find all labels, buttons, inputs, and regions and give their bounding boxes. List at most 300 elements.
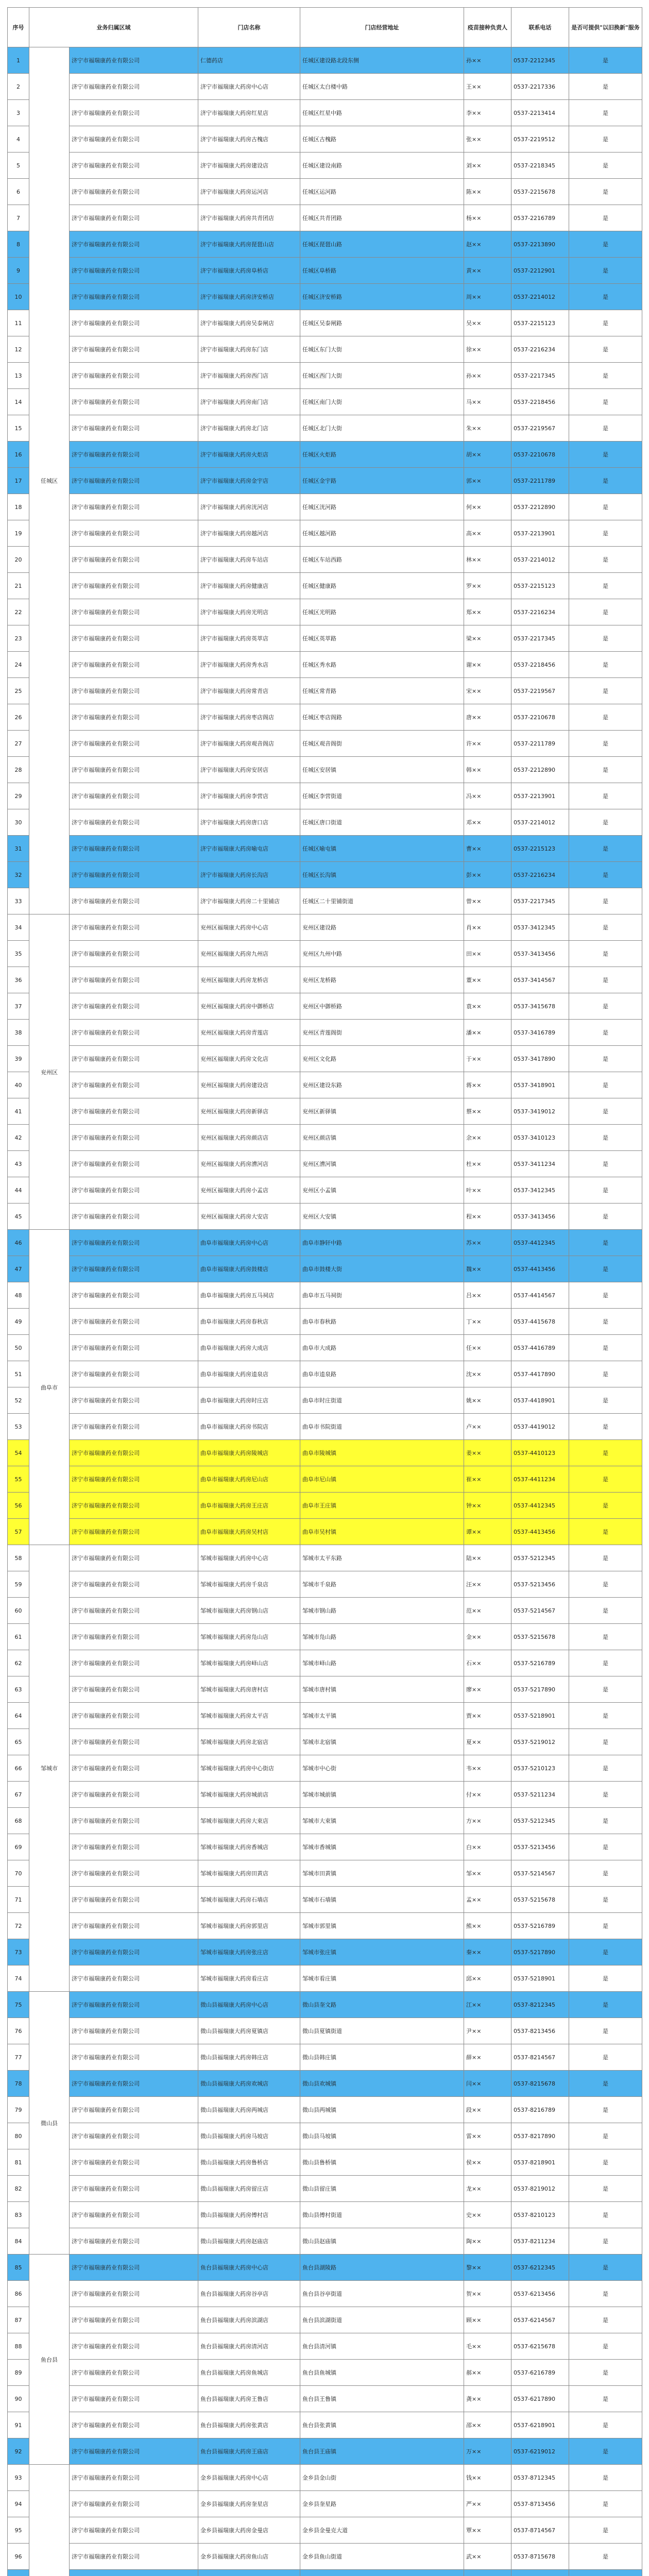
company-cell: 济宁市福瑞康药业有限公司 [70, 1466, 198, 1493]
phone-cell: 0537-8712345 [511, 2465, 569, 2491]
store-name-cell: 邹城市福瑞康大药房石墙店 [198, 1887, 300, 1913]
company-cell: 济宁市福瑞康药业有限公司 [70, 1913, 198, 1939]
store-name-cell: 济宁市福瑞康大药房喻屯店 [198, 836, 300, 862]
store-name-cell: 微山县福瑞康大药房夏镇店 [198, 2018, 300, 2044]
person-cell [464, 2570, 511, 2576]
person-cell: 宋×× [464, 678, 511, 704]
person-cell: 杜×× [464, 1151, 511, 1177]
address-cell: 任城区南门大街 [300, 389, 464, 415]
store-name-cell: 邹城市福瑞康大药房凫山店 [198, 1624, 300, 1650]
company-cell: 济宁市福瑞康药业有限公司 [70, 1782, 198, 1808]
address-cell: 兖州区大安镇 [300, 1204, 464, 1230]
row-index-cell: 36 [8, 967, 29, 993]
phone-cell: 0537-3415678 [511, 993, 569, 1020]
phone-cell: 0537-2216234 [511, 862, 569, 888]
person-cell: 林×× [464, 547, 511, 573]
table-row [8, 993, 642, 1020]
phone-cell: 0537-2213901 [511, 520, 569, 547]
address-cell: 兖州区中御桥路 [300, 993, 464, 1020]
company-cell: 济宁市福瑞康药业有限公司 [70, 47, 198, 74]
row-index-cell: 19 [8, 520, 29, 547]
store-name-cell: 微山县福瑞康大药房马坡店 [198, 2123, 300, 2149]
company-cell: 济宁市福瑞康药业有限公司 [70, 1309, 198, 1335]
table-row [8, 1755, 642, 1782]
person-cell: 陈×× [464, 179, 511, 205]
store-name-cell: 鱼台县福瑞康大药房王鲁店 [198, 2386, 300, 2412]
company-cell: 济宁市福瑞康药业有限公司 [70, 1361, 198, 1387]
store-name-cell: 鱼台县福瑞康大药房张黄店 [198, 2412, 300, 2438]
store-name-cell: 鱼台县福瑞康大药房谷亭店 [198, 2281, 300, 2307]
address-cell: 兖州区文化路 [300, 1046, 464, 1072]
company-cell: 济宁市福瑞康药业有限公司 [70, 2149, 198, 2176]
row-index-cell: 96 [8, 2544, 29, 2570]
row-index-cell: 79 [8, 2097, 29, 2123]
table-row [8, 625, 642, 652]
trade-in-cell: 是 [569, 1177, 642, 1204]
person-cell: 韩×× [464, 757, 511, 783]
person-cell: 杨×× [464, 205, 511, 231]
row-index-cell: 38 [8, 1020, 29, 1046]
person-cell: 余×× [464, 1125, 511, 1151]
address-cell: 任城区西门大街 [300, 363, 464, 389]
person-cell: 孙×× [464, 47, 511, 74]
phone-cell: 0537-8210123 [511, 2202, 569, 2228]
phone-cell: 0537-2218345 [511, 152, 569, 179]
address-cell: 任城区观音阁街 [300, 731, 464, 757]
store-name-cell: 济宁市福瑞康大药房吴泰闸店 [198, 310, 300, 336]
store-name-cell: 邹城市福瑞康大药房大束店 [198, 1808, 300, 1834]
table-row [8, 1493, 642, 1519]
phone-cell: 0537-8218901 [511, 2149, 569, 2176]
store-name-cell: 曲阜市福瑞康大药房陵城店 [198, 1440, 300, 1466]
row-index-cell: 33 [8, 888, 29, 914]
address-cell: 任城区古槐路 [300, 126, 464, 152]
trade-in-cell: 是 [569, 2544, 642, 2570]
address-cell: 邹城市北宿镇 [300, 1729, 464, 1755]
address-cell: 任城区秀水路 [300, 652, 464, 678]
table-row [8, 1204, 642, 1230]
company-cell: 济宁市福瑞康药业有限公司 [70, 1440, 198, 1466]
company-cell: 济宁市福瑞康药业有限公司 [70, 1046, 198, 1072]
row-index-cell: 50 [8, 1335, 29, 1361]
region-cell: 鱼台县 [29, 2255, 70, 2465]
trade-in-cell: 是 [569, 2071, 642, 2097]
phone-cell: 0537-3419012 [511, 1098, 569, 1125]
row-index-cell: 4 [8, 126, 29, 152]
store-name-cell: 曲阜市福瑞康大药房大成店 [198, 1335, 300, 1361]
person-cell: 段×× [464, 2097, 511, 2123]
phone-cell: 0537-8713456 [511, 2491, 569, 2517]
person-cell: 李×× [464, 100, 511, 126]
store-name-cell: 曲阜市福瑞康大药房中心店 [198, 1230, 300, 1256]
row-index-cell: 34 [8, 914, 29, 941]
person-cell: 袁×× [464, 993, 511, 1020]
address-cell: 任城区长沟镇 [300, 862, 464, 888]
person-cell: 郝×× [464, 2360, 511, 2386]
phone-cell: 0537-2219567 [511, 415, 569, 442]
person-cell: 孟×× [464, 1887, 511, 1913]
company-cell: 济宁市福瑞康药业有限公司 [70, 1414, 198, 1440]
address-cell: 邹城市太平镇 [300, 1703, 464, 1729]
row-index-cell: 88 [8, 2333, 29, 2360]
person-cell: 邓×× [464, 809, 511, 836]
table-row [8, 1282, 642, 1309]
company-cell: 济宁市福瑞康药业有限公司 [70, 310, 198, 336]
trade-in-cell: 是 [569, 1020, 642, 1046]
table-row [8, 2018, 642, 2044]
person-cell: 夏×× [464, 1729, 511, 1755]
table-body [8, 47, 642, 2576]
trade-in-cell: 是 [569, 731, 642, 757]
person-cell: 梁×× [464, 625, 511, 652]
row-index-cell: 49 [8, 1309, 29, 1335]
table-row [8, 2307, 642, 2333]
person-cell: 严×× [464, 2491, 511, 2517]
store-name-cell: 济宁市福瑞康大药房运河店 [198, 179, 300, 205]
region-cell: 任城区 [29, 47, 70, 914]
person-cell: 谢×× [464, 652, 511, 678]
company-cell: 济宁市福瑞康药业有限公司 [70, 2491, 198, 2517]
address-cell: 兖州区龙桥路 [300, 967, 464, 993]
store-name-cell: 曲阜市福瑞康大药房逵泉店 [198, 1361, 300, 1387]
company-cell: 济宁市福瑞康药业有限公司 [70, 1729, 198, 1755]
address-cell: 鱼台县清河镇 [300, 2333, 464, 2360]
person-cell: 汪×× [464, 1571, 511, 1598]
trade-in-cell [569, 2570, 642, 2576]
table-row [8, 1992, 642, 2018]
address-cell: 任城区琵琶山路 [300, 231, 464, 258]
address-cell: 任城区太白楼中路 [300, 74, 464, 100]
trade-in-cell: 是 [569, 573, 642, 599]
trade-in-cell: 是 [569, 2412, 642, 2438]
table-row [8, 100, 642, 126]
row-index-cell: 2 [8, 74, 29, 100]
address-cell: 微山县鲁桥镇 [300, 2149, 464, 2176]
store-name-cell: 微山县福瑞康大药房中心店 [198, 1992, 300, 2018]
phone-cell: 0537-2213901 [511, 783, 569, 809]
address-cell: 曲阜市春秋路 [300, 1309, 464, 1335]
store-name-cell: 邹城市福瑞康大药房田黄店 [198, 1860, 300, 1887]
table-row [8, 2228, 642, 2255]
phone-cell: 0537-2215123 [511, 310, 569, 336]
store-name-cell: 曲阜市福瑞康大药房时庄店 [198, 1387, 300, 1414]
person-cell: 张×× [464, 126, 511, 152]
company-cell: 济宁市福瑞康药业有限公司 [70, 1834, 198, 1860]
phone-cell: 0537-2214012 [511, 284, 569, 310]
phone-cell: 0537-2213890 [511, 231, 569, 258]
person-cell: 曹×× [464, 836, 511, 862]
company-cell: 济宁市福瑞康药业有限公司 [70, 2333, 198, 2360]
store-name-cell: 兖州区福瑞康大药房文化店 [198, 1046, 300, 1072]
address-cell: 任城区健康路 [300, 573, 464, 599]
store-name-cell: 曲阜市福瑞康大药房鼓楼店 [198, 1256, 300, 1282]
table-row [8, 1913, 642, 1939]
company-cell: 济宁市福瑞康药业有限公司 [70, 1571, 198, 1598]
row-index-cell: 9 [8, 258, 29, 284]
trade-in-cell: 是 [569, 2228, 642, 2255]
person-cell: 黄×× [464, 258, 511, 284]
store-name-cell: 济宁市福瑞康大药房东门店 [198, 336, 300, 363]
person-cell: 尹×× [464, 2018, 511, 2044]
company-cell: 济宁市福瑞康药业有限公司 [70, 1151, 198, 1177]
company-cell: 济宁市福瑞康药业有限公司 [70, 2228, 198, 2255]
company-cell: 济宁市福瑞康药业有限公司 [70, 389, 198, 415]
store-name-cell: 金乡县福瑞康大药房金曼店 [198, 2517, 300, 2544]
phone-cell: 0537-2212901 [511, 258, 569, 284]
store-name-cell: 邹城市福瑞康大药房唐村店 [198, 1676, 300, 1703]
row-index-cell: 83 [8, 2202, 29, 2228]
person-cell: 邱×× [464, 1965, 511, 1992]
address-cell: 任城区济安桥路 [300, 284, 464, 310]
company-cell: 济宁市福瑞康药业有限公司 [70, 1598, 198, 1624]
address-cell: 任城区共青团路 [300, 205, 464, 231]
company-cell: 济宁市福瑞康药业有限公司 [70, 284, 198, 310]
row-index-cell: 3 [8, 100, 29, 126]
company-cell [70, 2570, 198, 2576]
phone-cell: 0537-4410123 [511, 1440, 569, 1466]
table-row [8, 573, 642, 599]
store-name-cell: 金乡县福瑞康大药房奎星店 [198, 2491, 300, 2517]
row-index-cell: 77 [8, 2044, 29, 2071]
person-cell: 黎×× [464, 2255, 511, 2281]
person-cell: 邹×× [464, 1860, 511, 1887]
person-cell: 罗×× [464, 573, 511, 599]
row-index-cell: 45 [8, 1204, 29, 1230]
store-name-cell: 兖州区福瑞康大药房九州店 [198, 941, 300, 967]
address-cell: 邹城市看庄镇 [300, 1965, 464, 1992]
company-cell: 济宁市福瑞康药业有限公司 [70, 415, 198, 442]
table-row [8, 704, 642, 731]
phone-cell: 0537-2216234 [511, 599, 569, 625]
address-cell: 微山县欢城镇 [300, 2071, 464, 2097]
address-cell: 鱼台县湖陵路 [300, 2255, 464, 2281]
row-index-cell: 37 [8, 993, 29, 1020]
trade-in-cell: 是 [569, 336, 642, 363]
table-row [8, 2360, 642, 2386]
phone-cell: 0537-2218456 [511, 652, 569, 678]
trade-in-cell: 是 [569, 2360, 642, 2386]
table-row [8, 2544, 642, 2570]
phone-cell: 0537-4411234 [511, 1466, 569, 1493]
store-name-cell: 济宁市福瑞康大药房阜桥店 [198, 258, 300, 284]
table-row [8, 941, 642, 967]
table-row [8, 1571, 642, 1598]
phone-cell: 0537-5213456 [511, 1571, 569, 1598]
row-index-cell: 61 [8, 1624, 29, 1650]
table-row [8, 1335, 642, 1361]
store-name-cell: 邹城市福瑞康大药房峄山店 [198, 1650, 300, 1676]
store-name-cell: 微山县福瑞康大药房赵庙店 [198, 2228, 300, 2255]
table-row [8, 2517, 642, 2544]
trade-in-cell: 是 [569, 2465, 642, 2491]
table-row [8, 1230, 642, 1256]
person-cell: 闫×× [464, 2071, 511, 2097]
company-cell: 济宁市福瑞康药业有限公司 [70, 205, 198, 231]
company-cell: 济宁市福瑞康药业有限公司 [70, 2044, 198, 2071]
phone-cell: 0537-5217890 [511, 1676, 569, 1703]
company-cell: 济宁市福瑞康药业有限公司 [70, 1230, 198, 1256]
store-name-cell: 邹城市福瑞康大药房中心街店 [198, 1755, 300, 1782]
phone-cell: 0537-5216789 [511, 1913, 569, 1939]
person-cell: 叶×× [464, 1177, 511, 1204]
phone-cell: 0537-2219512 [511, 126, 569, 152]
row-index-cell: 56 [8, 1493, 29, 1519]
table-row [8, 547, 642, 573]
company-cell: 济宁市福瑞康药业有限公司 [70, 1098, 198, 1125]
address-cell: 邹城市张庄镇 [300, 1939, 464, 1965]
store-name-cell: 兖州区福瑞康大药房中心店 [198, 914, 300, 941]
store-name-cell: 济宁市福瑞康大药房健康店 [198, 573, 300, 599]
trade-in-cell: 是 [569, 888, 642, 914]
row-index-cell: 10 [8, 284, 29, 310]
phone-cell: 0537-2211789 [511, 468, 569, 494]
row-index-cell: 59 [8, 1571, 29, 1598]
address-cell: 曲阜市时庄街道 [300, 1387, 464, 1414]
person-cell: 姚×× [464, 1387, 511, 1414]
trade-in-cell: 是 [569, 205, 642, 231]
row-index-cell: 66 [8, 1755, 29, 1782]
trade-in-cell: 是 [569, 2044, 642, 2071]
trade-in-cell: 是 [569, 704, 642, 731]
person-cell: 卢×× [464, 1414, 511, 1440]
phone-cell [511, 2570, 569, 2576]
person-cell: 马×× [464, 389, 511, 415]
company-cell: 济宁市福瑞康药业有限公司 [70, 152, 198, 179]
store-name-cell: 鱼台县福瑞康大药房滨湖店 [198, 2307, 300, 2333]
store-name-cell: 曲阜市福瑞康大药房王庄店 [198, 1493, 300, 1519]
phone-cell: 0537-6218901 [511, 2412, 569, 2438]
table-row [8, 2149, 642, 2176]
trade-in-cell: 是 [569, 1230, 642, 1256]
person-cell: 丁×× [464, 1309, 511, 1335]
trade-in-cell: 是 [569, 809, 642, 836]
company-cell: 济宁市福瑞康药业有限公司 [70, 625, 198, 652]
trade-in-cell: 是 [569, 1913, 642, 1939]
phone-cell: 0537-4415678 [511, 1309, 569, 1335]
store-name-cell [198, 2570, 300, 2576]
row-index-cell: 85 [8, 2255, 29, 2281]
store-name-cell: 微山县福瑞康大药房两城店 [198, 2097, 300, 2123]
address-cell: 微山县夏镇街道 [300, 2018, 464, 2044]
company-cell: 济宁市福瑞康药业有限公司 [70, 100, 198, 126]
person-cell: 朱×× [464, 415, 511, 442]
row-index-cell: 31 [8, 836, 29, 862]
person-cell: 谭×× [464, 1519, 511, 1545]
header-index: 序号 [8, 8, 29, 47]
row-index-cell: 62 [8, 1650, 29, 1676]
row-index-cell: 24 [8, 652, 29, 678]
row-index-cell: 74 [8, 1965, 29, 1992]
company-cell: 济宁市福瑞康药业有限公司 [70, 941, 198, 967]
phone-cell: 0537-2211789 [511, 731, 569, 757]
store-name-cell: 金乡县福瑞康大药房鱼山店 [198, 2544, 300, 2570]
trade-in-cell: 是 [569, 1755, 642, 1782]
company-cell: 济宁市福瑞康药业有限公司 [70, 1939, 198, 1965]
trade-in-cell: 是 [569, 1808, 642, 1834]
row-index-cell: 21 [8, 573, 29, 599]
phone-cell: 0537-5215678 [511, 1624, 569, 1650]
person-cell: 秦×× [464, 1939, 511, 1965]
table-row [8, 1256, 642, 1282]
address-cell: 任城区车站西路 [300, 547, 464, 573]
store-name-cell: 邹城市福瑞康大药房太平店 [198, 1703, 300, 1729]
person-cell: 范×× [464, 1598, 511, 1624]
trade-in-cell: 是 [569, 74, 642, 100]
store-name-cell: 济宁市福瑞康大药房二十里铺店 [198, 888, 300, 914]
header-phone: 联系电话 [511, 8, 569, 47]
trade-in-cell: 是 [569, 967, 642, 993]
store-name-cell: 济宁市福瑞康大药房琵琶山店 [198, 231, 300, 258]
table-row [8, 2281, 642, 2307]
phone-cell: 0537-2215678 [511, 179, 569, 205]
company-cell: 济宁市福瑞康药业有限公司 [70, 652, 198, 678]
phone-cell: 0537-5218901 [511, 1965, 569, 1992]
address-cell: 微山县两城镇 [300, 2097, 464, 2123]
person-cell: 高×× [464, 520, 511, 547]
table-row [8, 599, 642, 625]
trade-in-cell: 是 [569, 1493, 642, 1519]
phone-cell: 0537-5219012 [511, 1729, 569, 1755]
store-name-cell: 济宁市福瑞康大药房古槐店 [198, 126, 300, 152]
trade-in-cell: 是 [569, 1598, 642, 1624]
trade-in-cell: 是 [569, 1335, 642, 1361]
company-cell: 济宁市福瑞康药业有限公司 [70, 1020, 198, 1046]
store-name-cell: 兖州区福瑞康大药房青莲店 [198, 1020, 300, 1046]
phone-cell: 0537-5212345 [511, 1545, 569, 1571]
company-cell: 济宁市福瑞康药业有限公司 [70, 1860, 198, 1887]
trade-in-cell: 是 [569, 862, 642, 888]
store-name-cell: 济宁市福瑞康大药房红星店 [198, 100, 300, 126]
address-cell: 曲阜市五马祠街 [300, 1282, 464, 1309]
address-cell: 任城区枣店阁路 [300, 704, 464, 731]
row-index-cell: 17 [8, 468, 29, 494]
person-cell: 吕×× [464, 1282, 511, 1309]
row-index-cell: 63 [8, 1676, 29, 1703]
person-cell: 蔡×× [464, 1098, 511, 1125]
company-cell: 济宁市福瑞康药业有限公司 [70, 1125, 198, 1151]
address-cell: 任城区唐口街道 [300, 809, 464, 836]
row-index-cell: 32 [8, 862, 29, 888]
address-cell: 微山县傅村街道 [300, 2202, 464, 2228]
address-cell: 微山县赵庙镇 [300, 2228, 464, 2255]
phone-cell: 0537-2218456 [511, 389, 569, 415]
row-index-cell: 68 [8, 1808, 29, 1834]
company-cell: 济宁市福瑞康药业有限公司 [70, 1650, 198, 1676]
trade-in-cell: 是 [569, 2018, 642, 2044]
row-index-cell: 89 [8, 2360, 29, 2386]
phone-cell: 0537-4418901 [511, 1387, 569, 1414]
row-index-cell: 12 [8, 336, 29, 363]
address-cell: 任城区阜桥路 [300, 258, 464, 284]
trade-in-cell: 是 [569, 1519, 642, 1545]
region-cell: 微山县 [29, 1992, 70, 2255]
table-row [8, 2202, 642, 2228]
row-index-cell: 26 [8, 704, 29, 731]
store-name-cell: 兖州区福瑞康大药房漕河店 [198, 1151, 300, 1177]
company-cell: 济宁市福瑞康药业有限公司 [70, 1887, 198, 1913]
trade-in-cell: 是 [569, 1204, 642, 1230]
trade-in-cell: 是 [569, 2491, 642, 2517]
trade-in-cell: 是 [569, 1466, 642, 1493]
store-name-cell: 济宁市福瑞康大药房长沟店 [198, 862, 300, 888]
table-row [8, 1361, 642, 1387]
table-row [8, 1729, 642, 1755]
company-cell: 济宁市福瑞康药业有限公司 [70, 967, 198, 993]
table-row [8, 1125, 642, 1151]
row-index-cell: 43 [8, 1151, 29, 1177]
address-cell: 邹城市唐村镇 [300, 1676, 464, 1703]
table-row [8, 258, 642, 284]
